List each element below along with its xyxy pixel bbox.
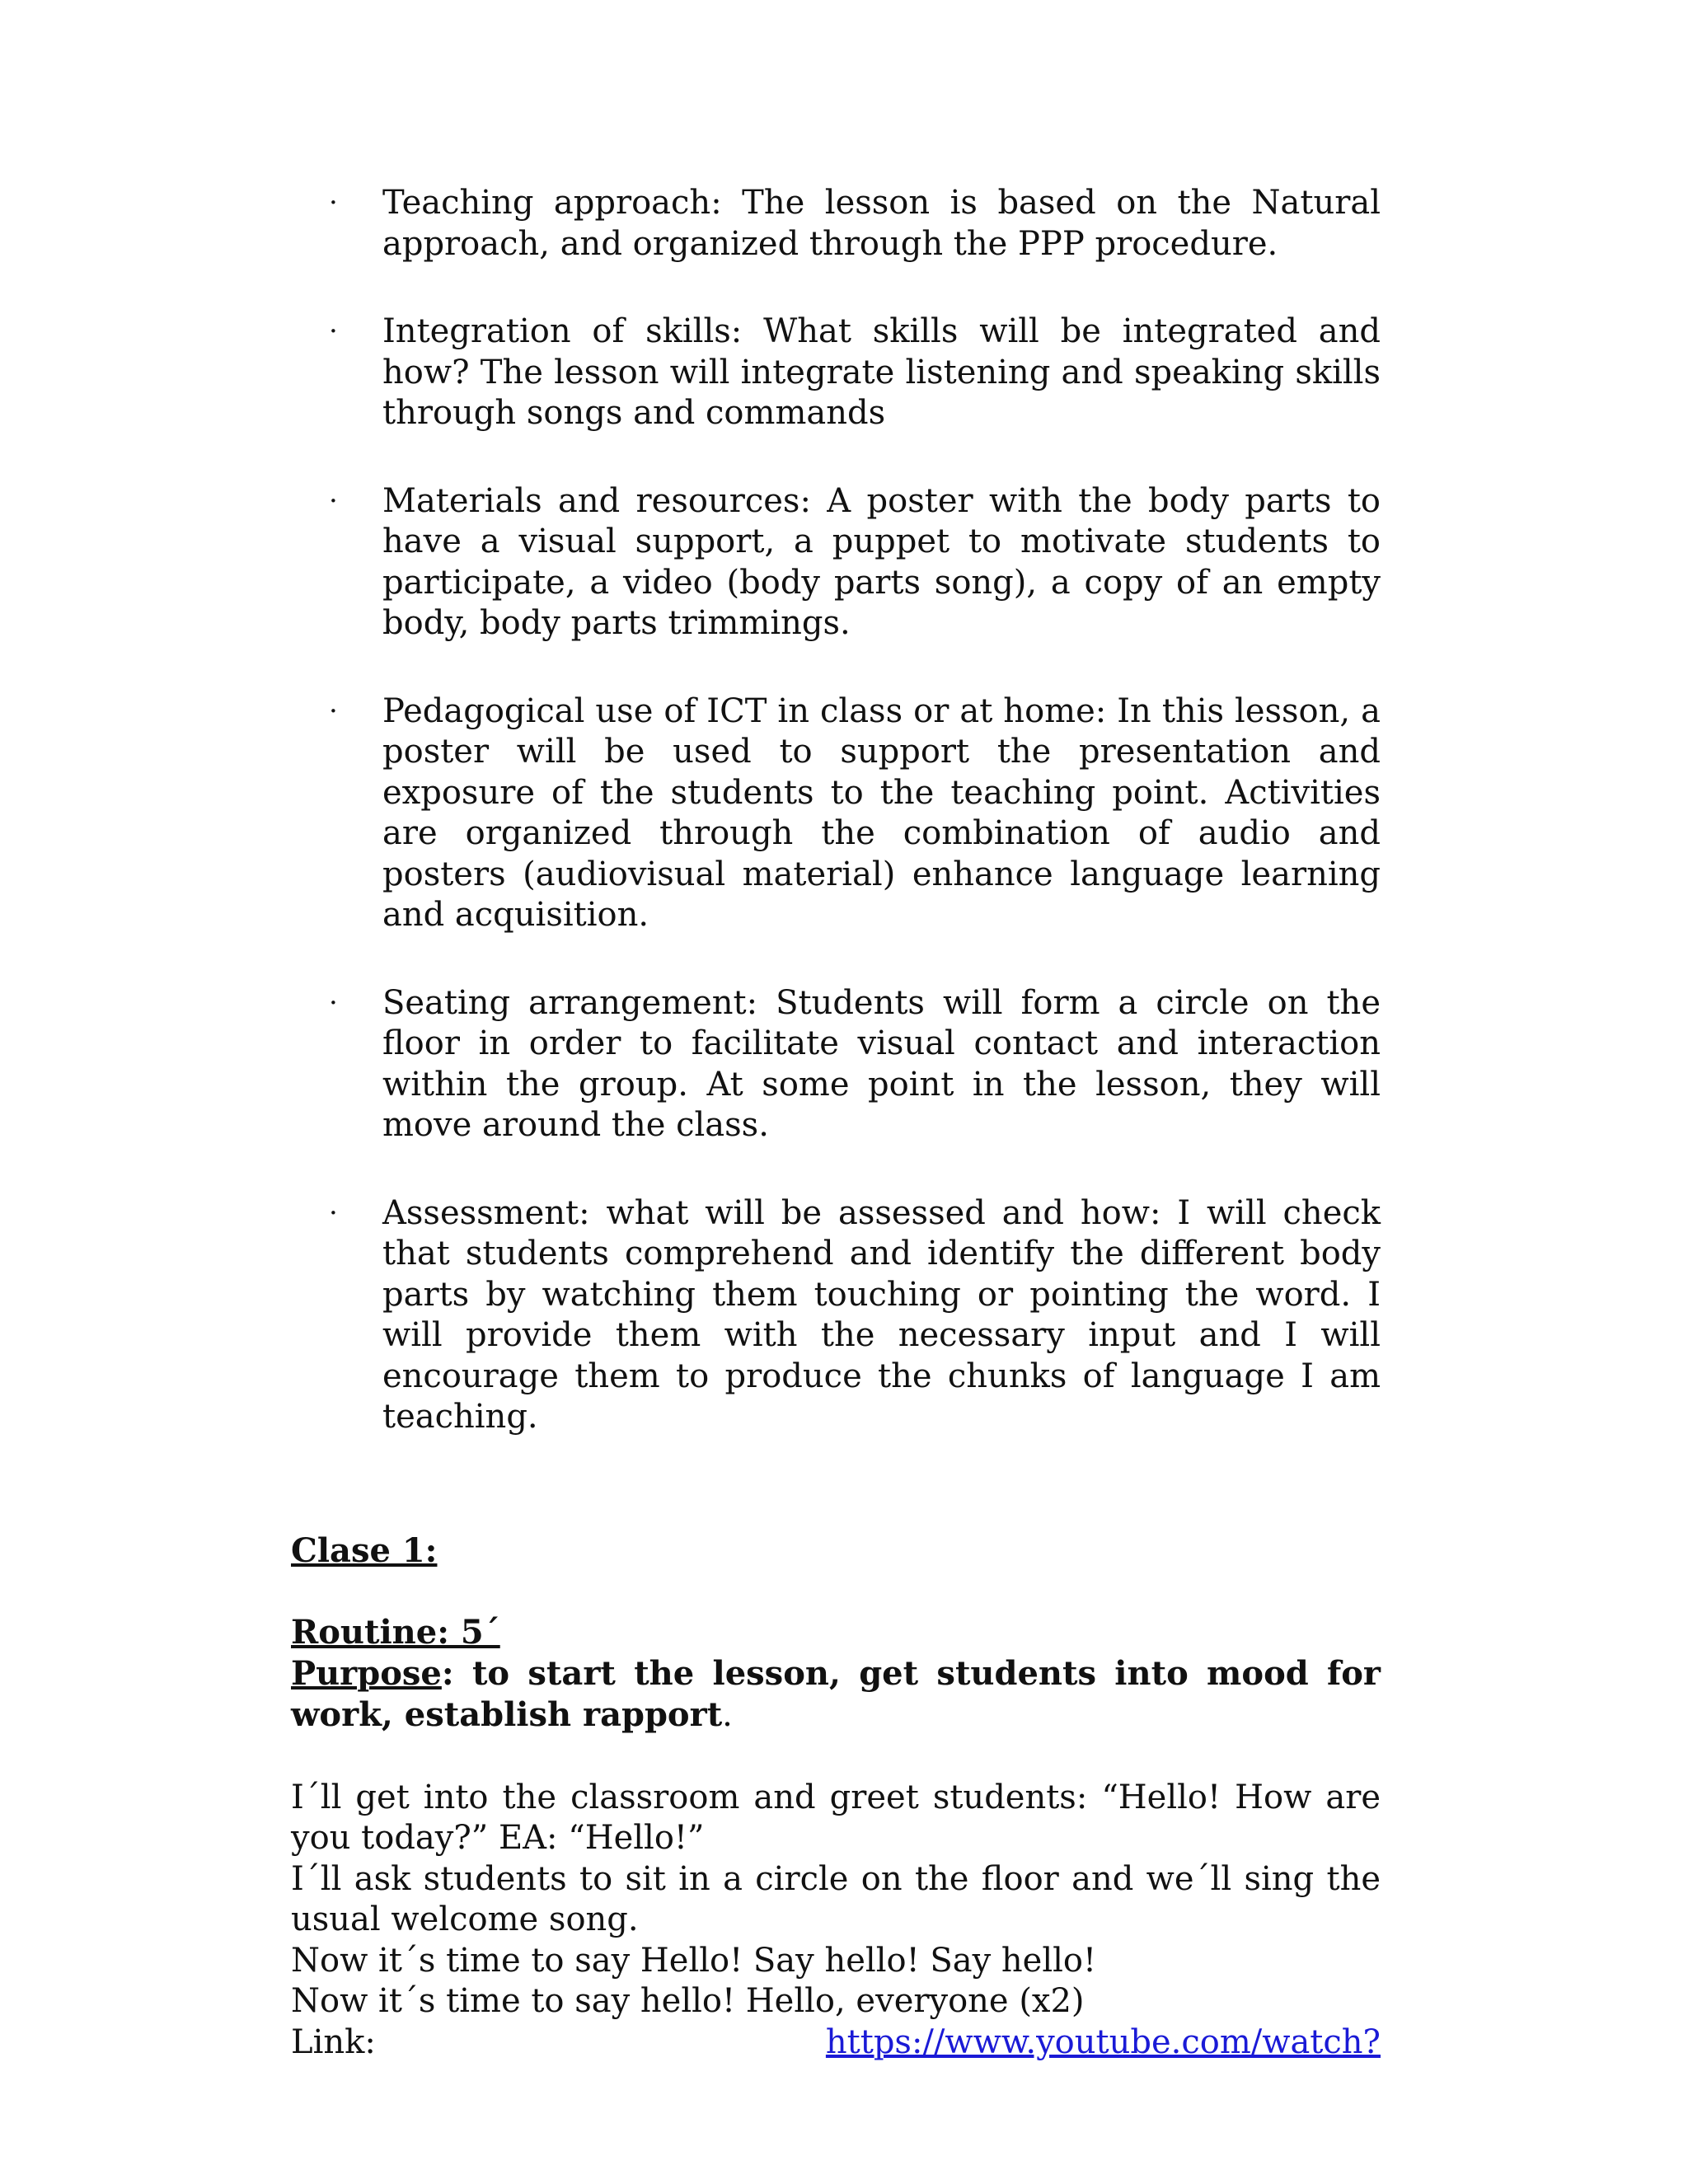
purpose-statement <box>291 1653 1381 1736</box>
bullet-text: Integration of skills: What skills will be integrated and how? The lesson will integrate listening and speaking skills through songs and commands <box>382 312 1381 432</box>
bullet-assessment <box>329 1193 1381 1438</box>
purpose-end: . <box>722 1696 733 1734</box>
bullet-text: Assessment: what will be assessed and how: I will check that students comprehend and identify the different body parts by watching them touching or pointing the word. I will provide them with the necessary input and I will encourage them to produce the chunks of language I am teaching. <box>382 1193 1381 1436</box>
bullet-integration-of-skills <box>329 312 1381 434</box>
bullet-text: Pedagogical use of ICT in class or at home: In this lesson, a poster will be used to support the presentation and exposure of the students to the teaching point. Activities are organized through the combination of audio and posters (audiovisual material) enhance language learning and acquisition. <box>382 691 1381 934</box>
bullet-text: Teaching approach: The lesson is based on the Natural approach, and organized through the PPP procedure. <box>382 184 1381 263</box>
song-line-1: Now it´s time to say Hello! Say hello! Say hello! <box>291 1941 1097 1980</box>
bullet-text: Seating arrangement: Students will form a circle on the floor in order to facilitate visual contact and interaction within the group. At some point in the lesson, they will move around the class. <box>382 983 1381 1144</box>
purpose-label: Purpose <box>291 1653 442 1693</box>
routine-heading: Routine: 5´ <box>291 1613 500 1652</box>
bullet-dot-icon: · <box>329 1196 338 1230</box>
bullet-dot-icon: · <box>329 186 338 219</box>
clase-heading: Clase 1: <box>291 1530 438 1570</box>
bullet-seating-arrangement <box>329 983 1381 1146</box>
bullet-materials-and-resources <box>329 481 1381 644</box>
bullet-dot-icon: · <box>329 694 338 728</box>
youtube-link[interactable]: https://www.youtube.com/watch? <box>825 2022 1381 2061</box>
bullet-pedagogical-use-of-ict <box>329 691 1381 936</box>
lesson-plan-bullets <box>291 183 1381 1438</box>
document-content <box>291 183 1381 2063</box>
bullet-text: Materials and resources: A poster with the body parts to have a visual support, a puppet to motivate students to participate, a video (body parts song), a copy of an empty body, body parts trimmings. <box>382 481 1381 642</box>
link-row <box>291 2022 1381 2064</box>
link-label: Link: <box>291 2022 376 2061</box>
bullet-dot-icon: · <box>329 484 338 518</box>
greeting-paragraph: I´ll get into the classroom and greet students: “Hello! How are you today?” EA: “Hello!” <box>291 1778 1381 1857</box>
bullet-teaching-approach <box>329 183 1381 265</box>
bullet-dot-icon: · <box>329 986 338 1019</box>
bullet-dot-icon: · <box>329 315 338 348</box>
purpose-text: : to start the lesson, get students into mood for work, establish rapport <box>291 1653 1381 1734</box>
circle-paragraph: I´ll ask students to sit in a circle on the floor and we´ll sing the usual welcome song. <box>291 1859 1381 1938</box>
song-line-2: Now it´s time to say hello! Hello, everyone (x2) <box>291 1982 1085 2020</box>
